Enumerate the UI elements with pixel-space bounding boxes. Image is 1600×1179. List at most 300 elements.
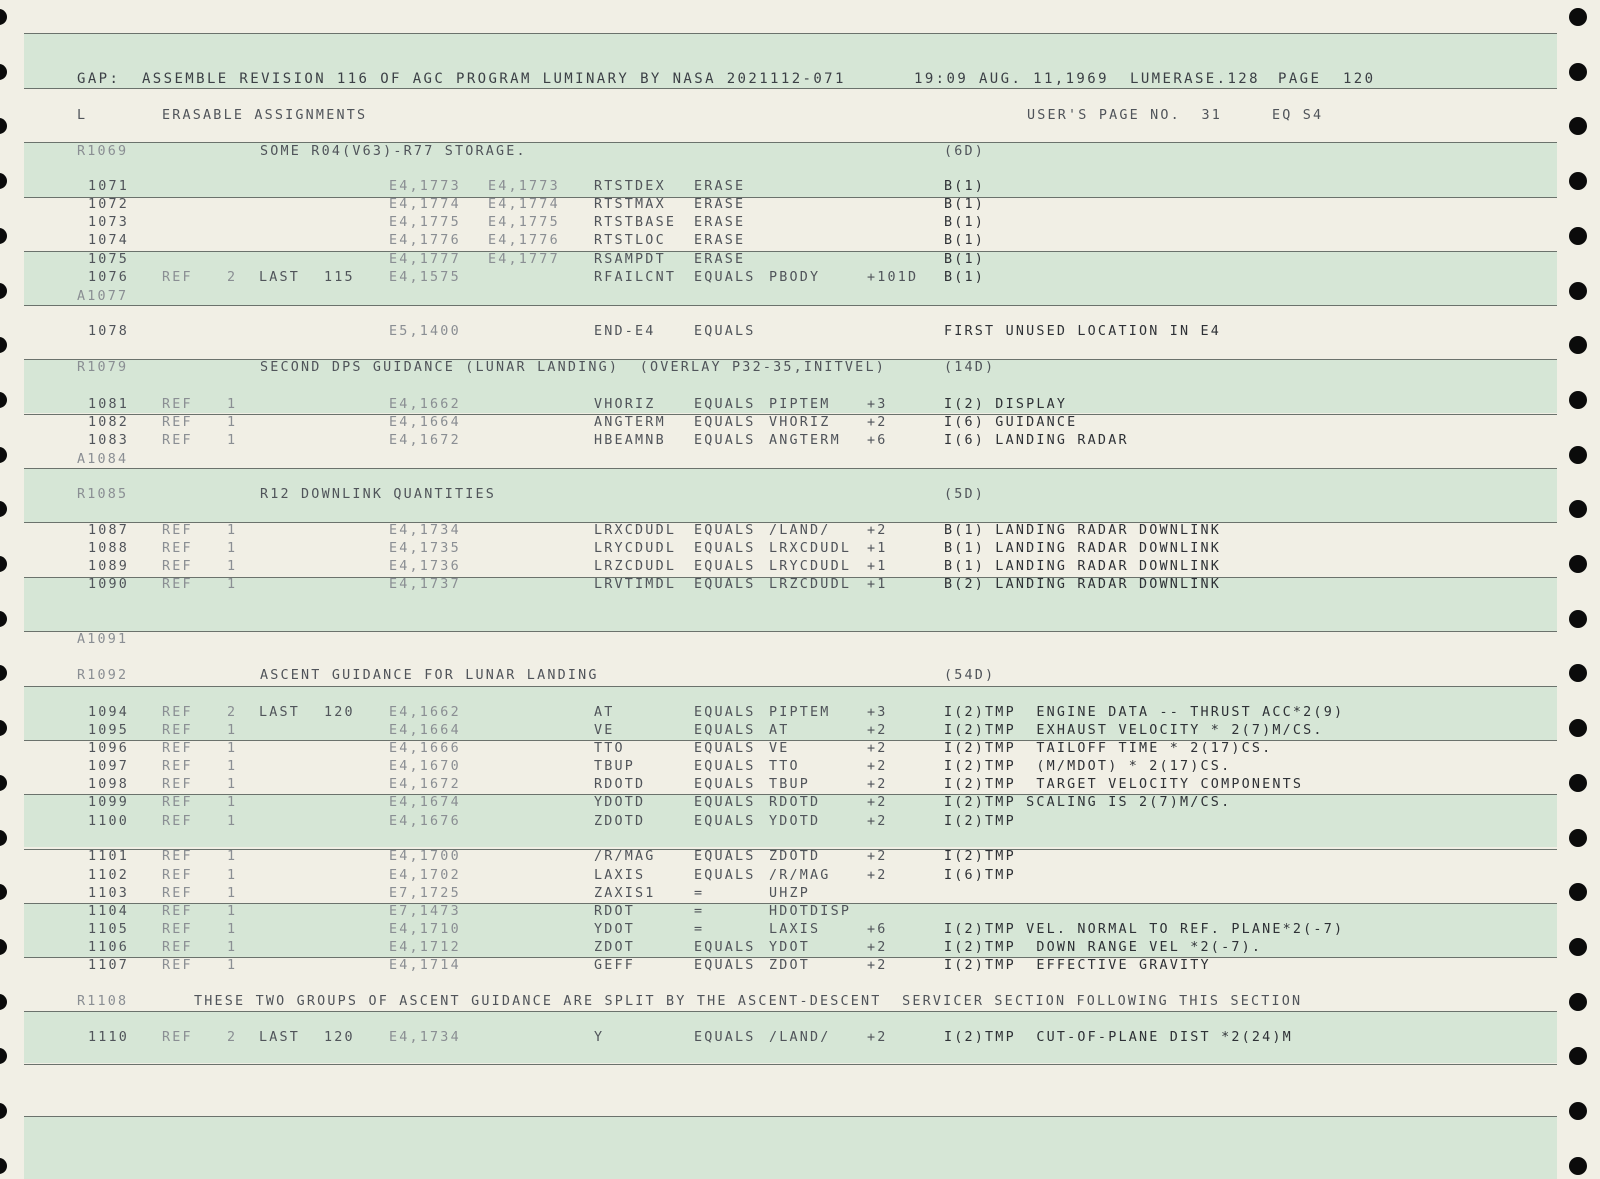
- operand: LRYCDUDL: [769, 559, 852, 574]
- address: E4,1736: [389, 559, 461, 574]
- feed-hole: [1569, 500, 1587, 518]
- horizontal-rule: [24, 1116, 1557, 1117]
- feed-hole: [1569, 391, 1587, 409]
- ref-flag: REF: [162, 523, 193, 538]
- address: E4,1700: [389, 849, 461, 864]
- address: E4,1710: [389, 922, 461, 937]
- opcode: EQUALS: [694, 523, 756, 538]
- note: B(1): [944, 270, 986, 285]
- feed-hole: [1569, 555, 1587, 573]
- right-tractor-margin: [1555, 0, 1600, 1179]
- feed-hole: [1569, 1047, 1587, 1065]
- horizontal-rule: [24, 740, 1557, 741]
- address: E4,1777: [389, 252, 461, 267]
- section-comment: R12 DOWNLINK QUANTITIES: [260, 487, 497, 502]
- note: B(1) LANDING RADAR DOWNLINK: [944, 559, 1222, 574]
- opcode: EQUALS: [694, 541, 756, 556]
- symbol: RSAMPDT: [594, 252, 666, 267]
- symbol: TBUP: [594, 759, 636, 774]
- ref-flag: REF: [162, 868, 193, 883]
- opcode: EQUALS: [694, 577, 756, 592]
- operand: RDOTD: [769, 795, 821, 810]
- last-label: LAST: [259, 1030, 301, 1045]
- ref-count: 1: [227, 886, 238, 901]
- section-comment: THESE TWO GROUPS OF ASCENT GUIDANCE ARE SPLIT BY THE ASCENT-DESCENT SERVICER SECTION FOLLOWING THIS SECTION: [194, 994, 1303, 1009]
- line-number: A1077: [77, 289, 129, 304]
- opcode: EQUALS: [694, 397, 756, 412]
- ref-flag: REF: [162, 1030, 193, 1045]
- feed-hole: [0, 228, 7, 244]
- feed-hole: [1569, 227, 1587, 245]
- operand: YDOT: [769, 940, 811, 955]
- feed-hole: [1569, 829, 1587, 847]
- feed-hole: [0, 337, 7, 353]
- feed-hole: [1569, 63, 1587, 81]
- horizontal-rule: [24, 142, 1557, 143]
- note: I(6) GUIDANCE: [944, 415, 1078, 430]
- listing-timestamp: 19:09 AUG. 11,1969: [914, 71, 1109, 87]
- green-bar: [24, 468, 1557, 522]
- address: E4,1670: [389, 759, 461, 774]
- offset: +6: [867, 922, 888, 937]
- note: I(2)TMP EFFECTIVE GRAVITY: [944, 958, 1211, 973]
- address: E4,1575: [389, 270, 461, 285]
- feed-hole: [1569, 336, 1587, 354]
- offset: +6: [867, 433, 888, 448]
- address: E4,1776: [389, 233, 461, 248]
- horizontal-rule: [24, 631, 1557, 632]
- operand: AT: [769, 723, 790, 738]
- address: E4,1775: [389, 215, 461, 230]
- address: E4,1662: [389, 705, 461, 720]
- line-number: 1107: [88, 958, 130, 973]
- ref-flag: REF: [162, 433, 193, 448]
- offset: +3: [867, 397, 888, 412]
- operand: PIPTEM: [769, 397, 831, 412]
- section-comment: SOME R04(V63)-R77 STORAGE.: [260, 144, 527, 159]
- line-number: 1071: [88, 179, 130, 194]
- symbol: VE: [594, 723, 615, 738]
- ref-flag: REF: [162, 940, 193, 955]
- address: E4,1774: [389, 197, 461, 212]
- ref-count: 1: [227, 723, 238, 738]
- operand: /LAND/: [769, 523, 831, 538]
- feed-hole: [0, 64, 7, 80]
- ref-count: 1: [227, 541, 238, 556]
- address: E4,1734: [389, 1030, 461, 1045]
- opcode: ERASE: [694, 197, 746, 212]
- line-number: 1110: [88, 1030, 130, 1045]
- ref-count: 1: [227, 868, 238, 883]
- note: B(1) LANDING RADAR DOWNLINK: [944, 523, 1222, 538]
- note: FIRST UNUSED LOCATION IN E4: [944, 324, 1222, 339]
- address: E4,1666: [389, 741, 461, 756]
- ref-count: 1: [227, 741, 238, 756]
- offset: +2: [867, 777, 888, 792]
- note: I(2)TMP TAILOFF TIME * 2(17)CS.: [944, 741, 1273, 756]
- operand: ZDOTD: [769, 849, 821, 864]
- note: I(6) LANDING RADAR: [944, 433, 1129, 448]
- address: E4,1664: [389, 415, 461, 430]
- ref-count: 1: [227, 415, 238, 430]
- ref-count: 1: [227, 814, 238, 829]
- note: B(1) LANDING RADAR DOWNLINK: [944, 541, 1222, 556]
- symbol: HBEAMNB: [594, 433, 666, 448]
- feed-hole: [1569, 1157, 1587, 1175]
- ref-flag: REF: [162, 270, 193, 285]
- log-section-code: L: [77, 108, 88, 123]
- line-number: R1085: [77, 487, 129, 502]
- symbol: Y: [594, 1030, 605, 1045]
- line-number: A1091: [77, 632, 129, 647]
- address: E4,1734: [389, 523, 461, 538]
- symbol: ZDOTD: [594, 814, 646, 829]
- horizontal-rule: [24, 251, 1557, 252]
- line-number: 1102: [88, 868, 130, 883]
- operand: VHORIZ: [769, 415, 831, 430]
- offset: +101D: [867, 270, 919, 285]
- line-number: 1101: [88, 849, 130, 864]
- opcode: EQUALS: [694, 759, 756, 774]
- symbol: END-E4: [594, 324, 656, 339]
- ref-count: 1: [227, 559, 238, 574]
- feed-hole: [0, 501, 7, 517]
- feed-hole: [0, 392, 7, 408]
- feed-hole: [1569, 1102, 1587, 1120]
- line-number: 1094: [88, 705, 130, 720]
- address-end: E4,1773: [488, 179, 560, 194]
- ref-flag: REF: [162, 886, 193, 901]
- address: E4,1672: [389, 777, 461, 792]
- operand: TTO: [769, 759, 800, 774]
- horizontal-rule: [24, 468, 1557, 469]
- operand: /LAND/: [769, 1030, 831, 1045]
- note: B(1): [944, 179, 986, 194]
- opcode: EQUALS: [694, 814, 756, 829]
- line-number: 1078: [88, 324, 130, 339]
- address: E4,1672: [389, 433, 461, 448]
- listing-file: LUMERASE.128: [1130, 71, 1260, 87]
- note: I(2)TMP (M/MDOT) * 2(17)CS.: [944, 759, 1232, 774]
- line-number: R1069: [77, 144, 129, 159]
- horizontal-rule: [24, 305, 1557, 306]
- note: I(2)TMP: [944, 814, 1016, 829]
- opcode: EQUALS: [694, 1030, 756, 1045]
- offset: +1: [867, 559, 888, 574]
- feed-hole: [1569, 938, 1587, 956]
- ref-count: 1: [227, 958, 238, 973]
- ref-flag: REF: [162, 849, 193, 864]
- line-number: 1105: [88, 922, 130, 937]
- line-number: 1076: [88, 270, 130, 285]
- opcode: EQUALS: [694, 705, 756, 720]
- operand: VE: [769, 741, 790, 756]
- note: I(2)TMP ENGINE DATA -- THRUST ACC*2(9): [944, 705, 1345, 720]
- horizontal-rule: [24, 1011, 1557, 1012]
- ref-flag: REF: [162, 397, 193, 412]
- operand: LAXIS: [769, 922, 821, 937]
- note: I(2)TMP DOWN RANGE VEL *2(-7).: [944, 940, 1263, 955]
- address: E4,1737: [389, 577, 461, 592]
- line-number: 1096: [88, 741, 130, 756]
- note: I(2)TMP EXHAUST VELOCITY * 2(7)M/CS.: [944, 723, 1324, 738]
- note: B(1): [944, 215, 986, 230]
- line-number: 1083: [88, 433, 130, 448]
- ref-flag: REF: [162, 958, 193, 973]
- note: I(6)TMP: [944, 868, 1016, 883]
- feed-hole: [0, 994, 7, 1010]
- operand: UHZP: [769, 886, 811, 901]
- note: I(2)TMP: [944, 849, 1016, 864]
- operand: TBUP: [769, 777, 811, 792]
- line-number: 1095: [88, 723, 130, 738]
- feed-hole: [0, 1103, 7, 1119]
- opcode: ERASE: [694, 215, 746, 230]
- symbol: ZDOT: [594, 940, 636, 955]
- offset: +2: [867, 795, 888, 810]
- operand: HDOTDISP: [769, 904, 852, 919]
- ref-flag: REF: [162, 705, 193, 720]
- ref-flag: REF: [162, 577, 193, 592]
- users-page-number: USER'S PAGE NO. 31: [1027, 108, 1222, 123]
- operand: PIPTEM: [769, 705, 831, 720]
- symbol: YDOTD: [594, 795, 646, 810]
- line-number: 1097: [88, 759, 130, 774]
- note: I(2)TMP SCALING IS 2(7)M/CS.: [944, 795, 1232, 810]
- opcode: EQUALS: [694, 777, 756, 792]
- symbol: RTSTDEX: [594, 179, 666, 194]
- word-count: (54D): [944, 668, 996, 683]
- offset: +2: [867, 814, 888, 829]
- feed-hole: [0, 665, 7, 681]
- note: B(1): [944, 233, 986, 248]
- ref-count: 1: [227, 849, 238, 864]
- feed-hole: [0, 118, 7, 134]
- line-number: 1104: [88, 904, 130, 919]
- offset: +2: [867, 958, 888, 973]
- ref-count: 1: [227, 922, 238, 937]
- opcode: EQUALS: [694, 415, 756, 430]
- offset: +2: [867, 741, 888, 756]
- word-count: (14D): [944, 360, 996, 375]
- line-number: 1089: [88, 559, 130, 574]
- feed-hole: [0, 1048, 7, 1064]
- feed-hole: [0, 720, 7, 736]
- feed-hole: [1569, 446, 1587, 464]
- feed-hole: [0, 939, 7, 955]
- ref-flag: REF: [162, 723, 193, 738]
- opcode: EQUALS: [694, 324, 756, 339]
- operand: PBODY: [769, 270, 821, 285]
- feed-hole: [1569, 774, 1587, 792]
- feed-hole: [0, 556, 7, 572]
- opcode: EQUALS: [694, 723, 756, 738]
- symbol: LAXIS: [594, 868, 646, 883]
- ref-count: 1: [227, 397, 238, 412]
- opcode: ERASE: [694, 252, 746, 267]
- word-count: (6D): [944, 144, 986, 159]
- address: E5,1400: [389, 324, 461, 339]
- feed-hole: [1569, 282, 1587, 300]
- ref-flag: REF: [162, 904, 193, 919]
- ref-count: 2: [227, 1030, 238, 1045]
- line-number: 1103: [88, 886, 130, 901]
- note: B(2) LANDING RADAR DOWNLINK: [944, 577, 1222, 592]
- feed-hole: [0, 775, 7, 791]
- ref-count: 1: [227, 433, 238, 448]
- section-comment: ASCENT GUIDANCE FOR LUNAR LANDING: [260, 668, 599, 683]
- offset: +3: [867, 705, 888, 720]
- ref-count: 1: [227, 795, 238, 810]
- symbol: LRZCDUDL: [594, 559, 677, 574]
- ref-flag: REF: [162, 795, 193, 810]
- ref-count: 1: [227, 577, 238, 592]
- line-number: 1106: [88, 940, 130, 955]
- symbol: GEFF: [594, 958, 636, 973]
- symbol: YDOT: [594, 922, 636, 937]
- ref-flag: REF: [162, 741, 193, 756]
- ref-flag: REF: [162, 814, 193, 829]
- word-count: (5D): [944, 487, 986, 502]
- feed-hole: [1569, 117, 1587, 135]
- offset: +2: [867, 723, 888, 738]
- ref-flag: REF: [162, 415, 193, 430]
- offset: +1: [867, 577, 888, 592]
- offset: +2: [867, 523, 888, 538]
- address: E4,1662: [389, 397, 461, 412]
- ref-count: 1: [227, 759, 238, 774]
- operand: /R/MAG: [769, 868, 831, 883]
- address-end: E4,1774: [488, 197, 560, 212]
- address: E4,1664: [389, 723, 461, 738]
- opcode: =: [694, 922, 705, 937]
- opcode: EQUALS: [694, 433, 756, 448]
- note: B(1): [944, 197, 986, 212]
- last-label: LAST: [259, 270, 301, 285]
- line-number: 1100: [88, 814, 130, 829]
- feed-hole: [1569, 719, 1587, 737]
- section-title: ERASABLE ASSIGNMENTS: [162, 108, 368, 123]
- address: E4,1712: [389, 940, 461, 955]
- symbol: RFAILCNT: [594, 270, 677, 285]
- offset: +2: [867, 849, 888, 864]
- feed-hole: [1569, 664, 1587, 682]
- ref-flag: REF: [162, 922, 193, 937]
- line-number: 1099: [88, 795, 130, 810]
- line-number: 1081: [88, 397, 130, 412]
- opcode: EQUALS: [694, 868, 756, 883]
- symbol: LRVTIMDL: [594, 577, 677, 592]
- line-number: R1108: [77, 994, 129, 1009]
- last-label: LAST: [259, 705, 301, 720]
- symbol: LRXCDUDL: [594, 523, 677, 538]
- offset: +2: [867, 940, 888, 955]
- green-bar: [24, 1116, 1557, 1179]
- ref-count: 1: [227, 904, 238, 919]
- offset: +1: [867, 541, 888, 556]
- operand: ANGTERM: [769, 433, 841, 448]
- ref-flag: REF: [162, 559, 193, 574]
- address-end: E4,1777: [488, 252, 560, 267]
- address: E4,1773: [389, 179, 461, 194]
- feed-hole: [0, 283, 7, 299]
- line-number: 1075: [88, 252, 130, 267]
- eq-code: EQ S4: [1272, 108, 1324, 123]
- page-number: PAGE 120: [1278, 71, 1376, 87]
- opcode: EQUALS: [694, 559, 756, 574]
- symbol: ANGTERM: [594, 415, 666, 430]
- green-bar: [24, 143, 1557, 197]
- horizontal-rule: [24, 1064, 1557, 1065]
- offset: +2: [867, 1030, 888, 1045]
- line-number: 1082: [88, 415, 130, 430]
- feed-hole: [0, 611, 7, 627]
- feed-hole: [1569, 993, 1587, 1011]
- address: E4,1676: [389, 814, 461, 829]
- horizontal-rule: [24, 197, 1557, 198]
- feed-hole: [0, 884, 7, 900]
- last-page: 115: [324, 270, 355, 285]
- symbol: VHORIZ: [594, 397, 656, 412]
- note: I(2) DISPLAY: [944, 397, 1068, 412]
- feed-hole: [1569, 883, 1587, 901]
- printout-page: [22, 0, 1557, 1179]
- offset: +2: [867, 759, 888, 774]
- feed-hole: [1569, 8, 1587, 26]
- symbol: RTSTLOC: [594, 233, 666, 248]
- feed-hole: [0, 9, 7, 25]
- horizontal-rule: [24, 88, 1557, 89]
- operand: YDOTD: [769, 814, 821, 829]
- address-end: E4,1776: [488, 233, 560, 248]
- ref-count: 2: [227, 705, 238, 720]
- line-number: 1072: [88, 197, 130, 212]
- ref-flag: REF: [162, 541, 193, 556]
- last-page: 120: [324, 1030, 355, 1045]
- address: E7,1473: [389, 904, 461, 919]
- opcode: EQUALS: [694, 741, 756, 756]
- ref-flag: REF: [162, 759, 193, 774]
- note: I(2)TMP VEL. NORMAL TO REF. PLANE*2(-7): [944, 922, 1345, 937]
- opcode: EQUALS: [694, 270, 756, 285]
- offset: +2: [867, 868, 888, 883]
- feed-hole: [0, 447, 7, 463]
- opcode: EQUALS: [694, 940, 756, 955]
- line-number: 1073: [88, 215, 130, 230]
- line-number: 1087: [88, 523, 130, 538]
- listing-title: GAP: ASSEMBLE REVISION 116 OF AGC PROGRAM LUMINARY BY NASA 2021112-071: [77, 71, 846, 87]
- opcode: EQUALS: [694, 958, 756, 973]
- opcode: ERASE: [694, 179, 746, 194]
- feed-hole: [0, 830, 7, 846]
- address: E4,1735: [389, 541, 461, 556]
- offset: +2: [867, 415, 888, 430]
- note: I(2)TMP TARGET VELOCITY COMPONENTS: [944, 777, 1304, 792]
- address-end: E4,1775: [488, 215, 560, 230]
- note: I(2)TMP CUT-OF-PLANE DIST *2(24)M: [944, 1030, 1293, 1045]
- address: E4,1714: [389, 958, 461, 973]
- last-page: 120: [324, 705, 355, 720]
- feed-hole: [1569, 172, 1587, 190]
- line-number: R1092: [77, 668, 129, 683]
- symbol: AT: [594, 705, 615, 720]
- symbol: RDOTD: [594, 777, 646, 792]
- symbol: RTSTMAX: [594, 197, 666, 212]
- left-tractor-margin: [0, 0, 22, 1179]
- ref-count: 1: [227, 777, 238, 792]
- ref-count: 2: [227, 270, 238, 285]
- horizontal-rule: [24, 33, 1557, 34]
